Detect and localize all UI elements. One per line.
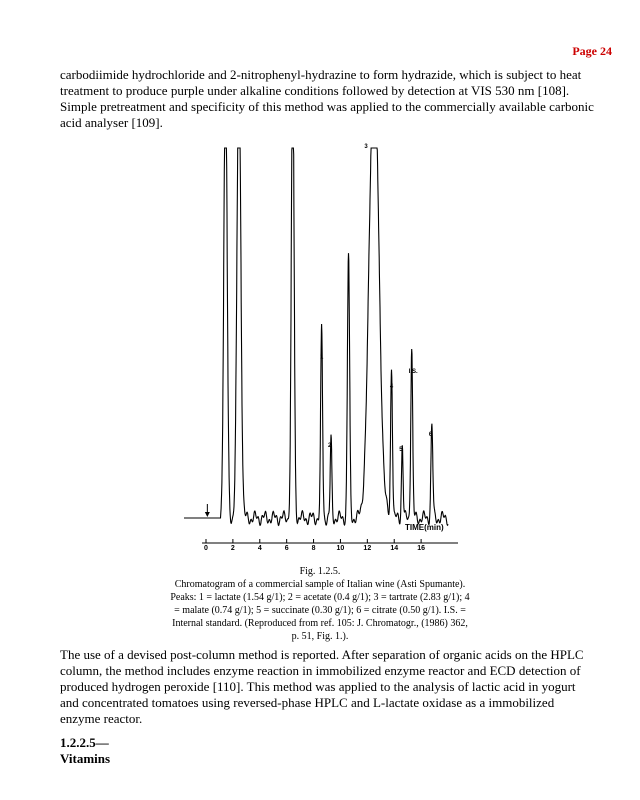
x-tick-label-6: 6 [284, 545, 289, 550]
peak-label-3: 3 [364, 144, 368, 150]
x-tick-label-12: 12 [363, 545, 372, 550]
body-paragraph-2: The use of a devised post-column method is reported. After separation of organic acids on the HPLC column, the method includes enzyme reaction in immobilized enzyme reactor and ECD detection of produced hydrogen peroxide [110]. This method was applied to the analysis of lactic acid in yogurt and concentrated tomatoes using reversed-phase HPLC and L-lactate oxidase as a immobilized enzyme reactor. [60, 647, 584, 726]
peak-labels [320, 144, 433, 453]
x-tick-label-16: 16 [417, 545, 426, 550]
section-number: 1.2.2.5— [60, 735, 109, 750]
x-axis-label: TIME(min) [405, 523, 444, 532]
chromatogram-trace [184, 148, 448, 525]
x-axis-ticks [204, 539, 425, 550]
injection-marker [205, 504, 210, 517]
peak-label-is: I.S. [408, 369, 418, 376]
figure-caption [170, 565, 470, 643]
body-paragraph-1: carbodiimide hydrochloride and 2-nitrophenyl-hydrazine to form hydrazide, which is subject to heat treatment to produce purple under alkaline conditions followed by detection at VIS 530 nm [108]. Simple pretreatment and specificity of this method was applied to the commercially available carbonic acid analyser [109]. [60, 67, 594, 130]
section-title: Vitamins [60, 751, 111, 766]
x-tick-label-4: 4 [257, 545, 262, 550]
injection-arrow-head [205, 512, 210, 517]
page-number: Page 24 [572, 44, 612, 58]
peak-label-4: 4 [389, 383, 394, 390]
x-tick-label-0: 0 [204, 545, 208, 550]
chromatogram-figure [180, 140, 465, 550]
figure-caption-text: Chromatogram of a commercial sample of Italian wine (Asti Spumante). Peaks: 1 = lactate (1.54 g/1); 2 = acetate (0.4 g/1); 3 = tartrate (2.83 g/1); 4 = malate (0.74 g/1); 5 = succinate (0.30 g/1); 6 = citrate (0.50 g/1). I.S. = Internal standard. (Reproduced from ref. 105: J. Chromatogr., (1986) 362, p. 51, Fig. 1.). [170, 579, 470, 642]
peak-label-5: 5 [399, 446, 403, 453]
x-tick-label-2: 2 [230, 545, 235, 550]
chromatogram-chart [180, 140, 465, 550]
x-tick-label-14: 14 [390, 545, 399, 550]
x-tick-label-10: 10 [336, 545, 345, 550]
figure-label: Fig. 1.2.5. [299, 566, 341, 577]
x-tick-label-8: 8 [311, 545, 316, 550]
peak-label-1: 1 [319, 354, 324, 361]
peak-label-6: 6 [428, 432, 433, 438]
section-heading [60, 735, 110, 767]
peak-label-2: 2 [328, 443, 332, 450]
